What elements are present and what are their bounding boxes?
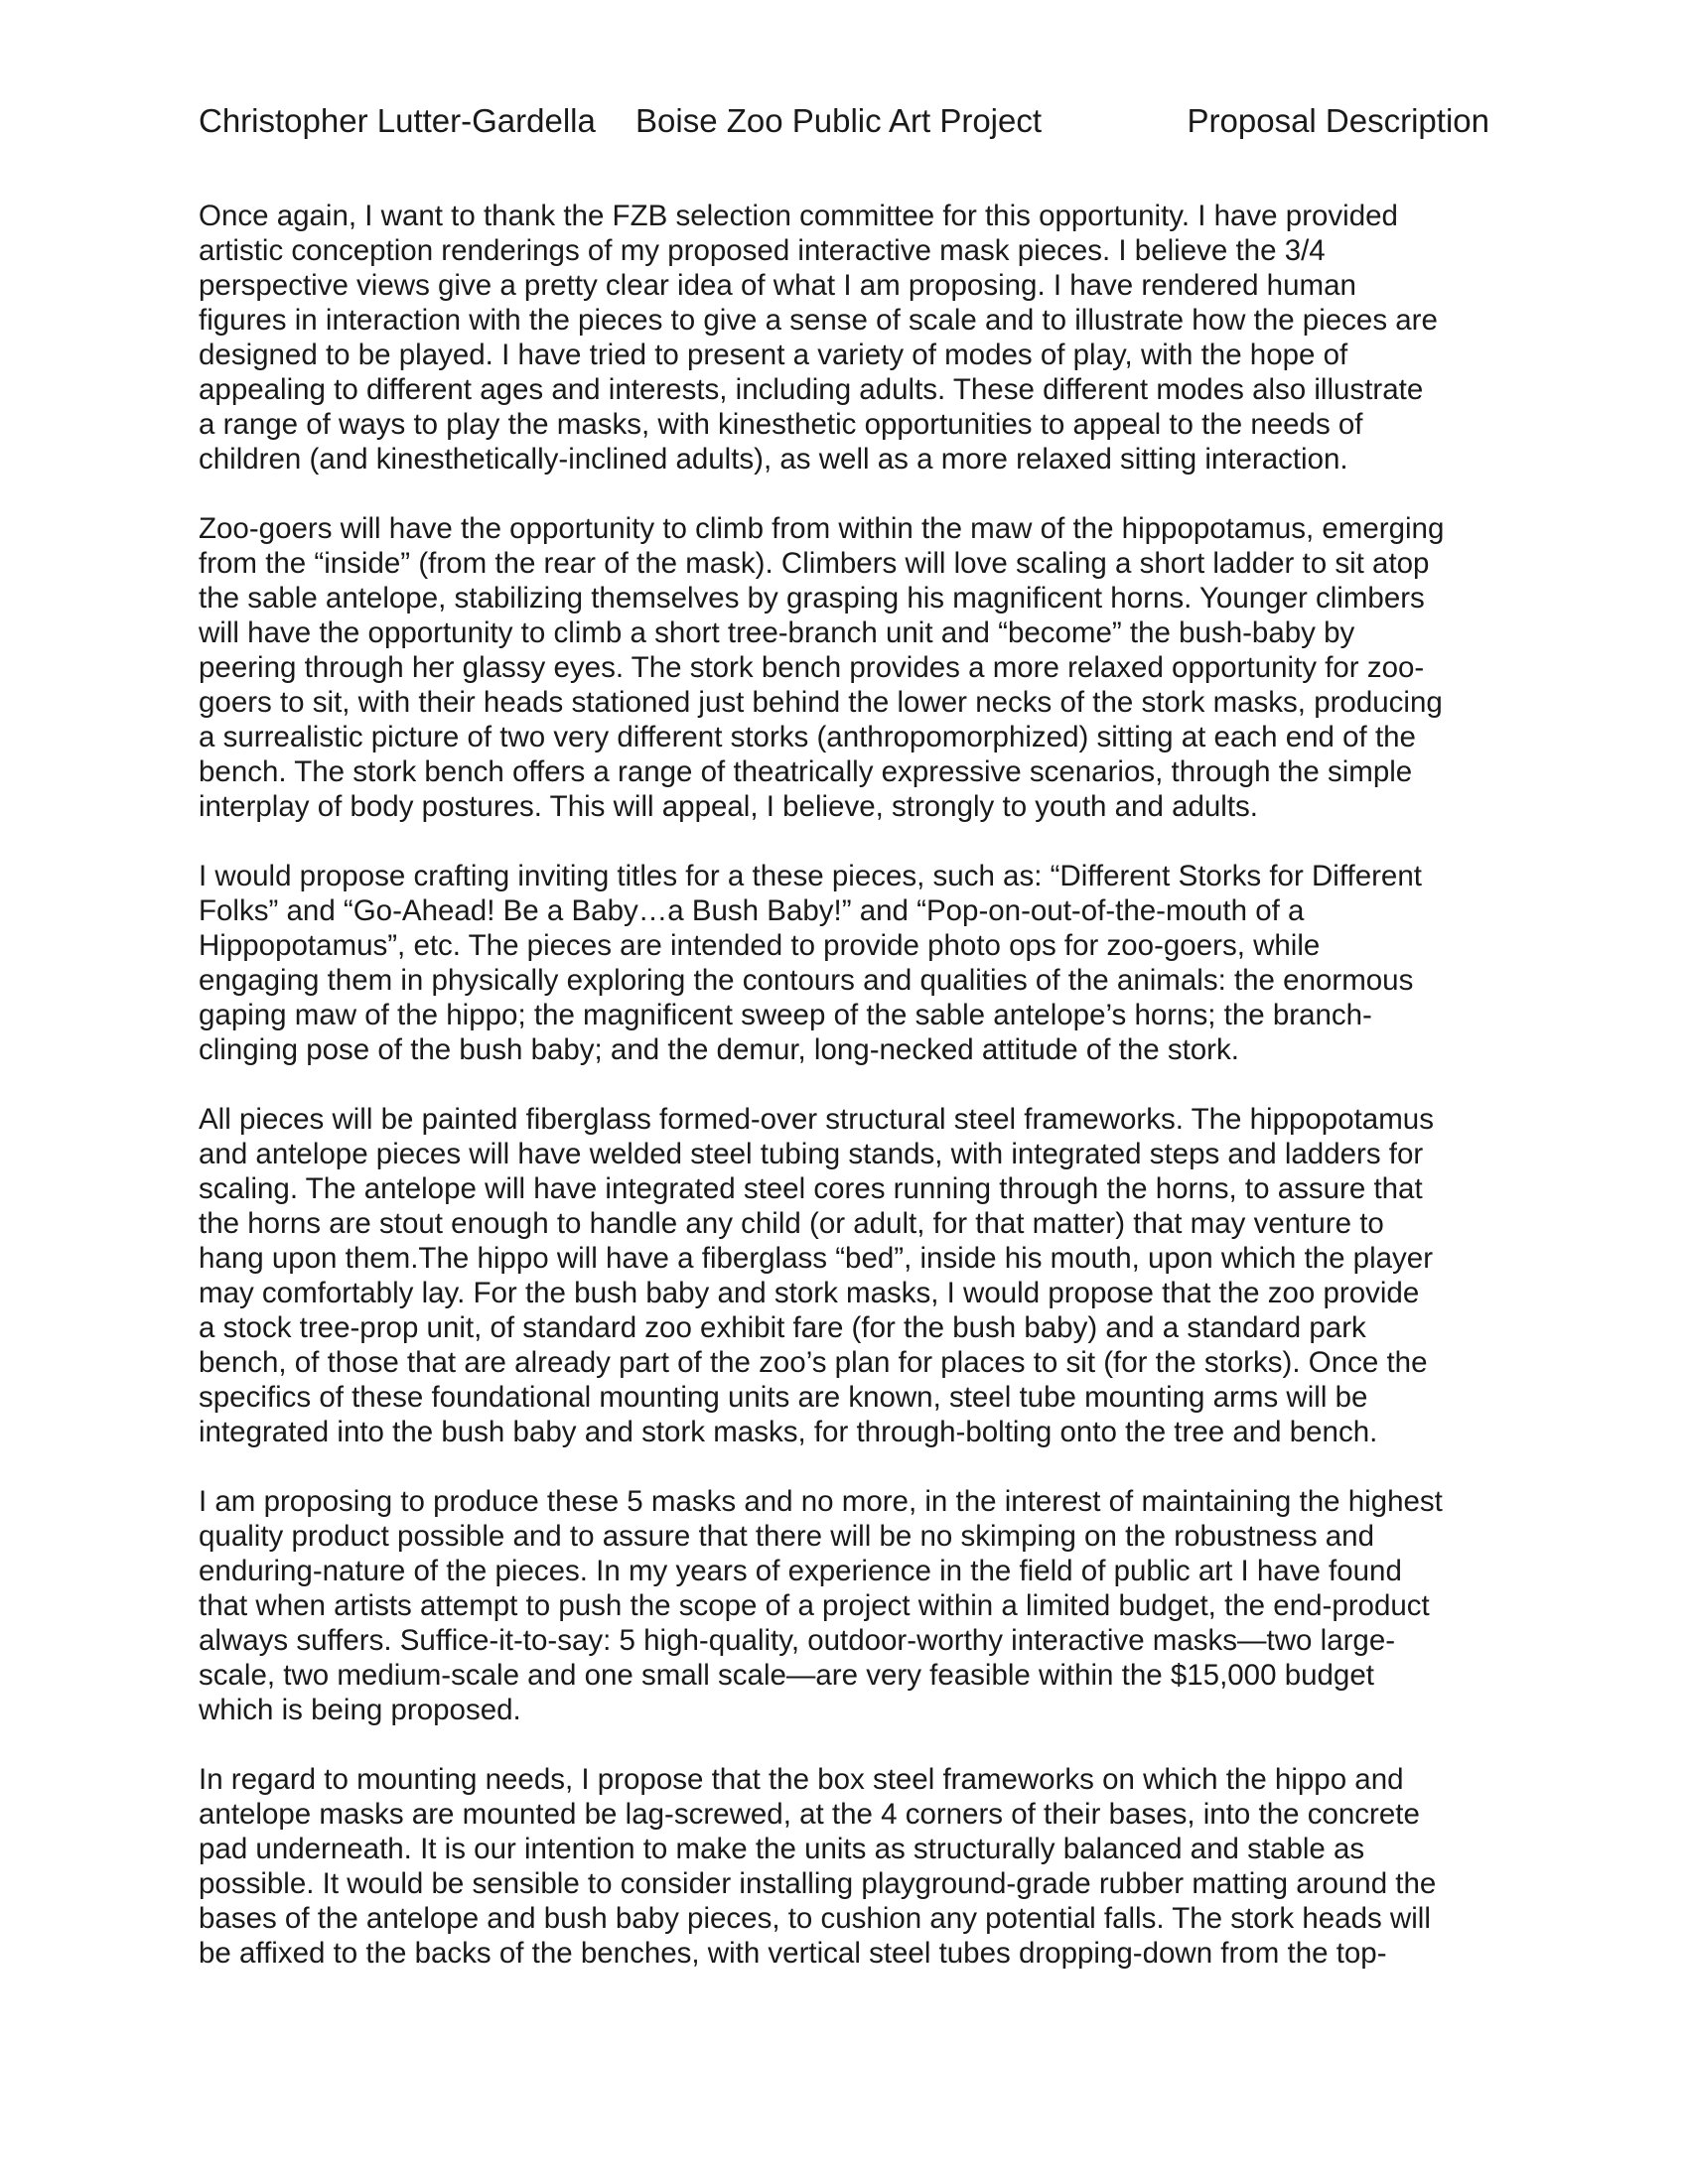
text-line: Hippopotamus”, etc. The pieces are intended to provide photo ops for zoo-goers, while (199, 929, 1321, 962)
text-line: bench, of those that are already part of the zoo’s plan for places to sit (for the storks). Once the (199, 1346, 1428, 1379)
text-line: I would propose crafting inviting titles for a these pieces, such as: “Different Storks for Different (199, 860, 1422, 892)
header-document-type: Proposal Description (1187, 102, 1489, 139)
text-line: antelope masks are mounted be lag-screwed, at the 4 corners of their bases, into the concrete (199, 1798, 1420, 1831)
text-line: scaling. The antelope will have integrated steel cores running through the horns, to assure that (199, 1172, 1423, 1205)
text-line: always suffers. Suffice-it-to-say: 5 high-quality, outdoor-worthy interactive masks—two large- (199, 1624, 1396, 1657)
paragraph (199, 199, 1489, 477)
document-body (199, 199, 1489, 2005)
text-line: enduring-nature of the pieces. In my years of experience in the field of public art I have found (199, 1555, 1402, 1587)
text-line: integrated into the bush baby and stork masks, for through-bolting onto the tree and bench. (199, 1416, 1378, 1448)
text-line: hang upon them.The hippo will have a fiberglass “bed”, inside his mouth, upon which the player (199, 1242, 1434, 1275)
text-line: peering through her glassy eyes. The stork bench provides a more relaxed opportunity for zoo- (199, 651, 1425, 684)
text-line: a surrealistic picture of two very different storks (anthropomorphized) sitting at each end of the (199, 721, 1416, 753)
text-line: bench. The stork bench offers a range of theatrically expressive scenarios, through the simple (199, 755, 1413, 788)
text-line: specifics of these foundational mounting units are known, steel tube mounting arms will be (199, 1381, 1368, 1414)
text-line: from the “inside” (from the rear of the mask). Climbers will love scaling a short ladder to sit atop (199, 547, 1430, 580)
text-line: goers to sit, with their heads stationed just behind the lower necks of the stork masks, producing (199, 686, 1443, 719)
text-line: a stock tree-prop unit, of standard zoo exhibit fare (for the bush baby) and a standard park (199, 1311, 1366, 1344)
text-line: Zoo-goers will have the opportunity to climb from within the maw of the hippopotamus, emerging (199, 512, 1445, 545)
text-line: which is being proposed. (199, 1694, 521, 1726)
paragraph (199, 1102, 1489, 1449)
text-line: engaging them in physically exploring the contours and qualities of the animals: the enormous (199, 964, 1414, 997)
text-line: possible. It would be sensible to consider installing playground-grade rubber matting around the (199, 1867, 1437, 1900)
text-line: Once again, I want to thank the FZB selection committee for this opportunity. I have provided (199, 200, 1398, 232)
text-line: the horns are stout enough to handle any child (or adult, for that matter) that may venture to (199, 1207, 1384, 1240)
text-line: quality product possible and to assure that there will be no skimping on the robustness and (199, 1520, 1374, 1553)
text-line: pad underneath. It is our intention to make the units as structurally balanced and stable as (199, 1833, 1365, 1865)
text-line: will have the opportunity to climb a short tree-branch unit and “become” the bush-baby by (199, 616, 1355, 649)
text-line: artistic conception renderings of my proposed interactive mask pieces. I believe the 3/4 (199, 234, 1326, 267)
text-line: may comfortably lay. For the bush baby and stork masks, I would propose that the zoo provide (199, 1277, 1420, 1309)
text-line: All pieces will be painted fiberglass formed-over structural steel frameworks. The hippopotamus (199, 1103, 1434, 1136)
paragraph (199, 1484, 1489, 1727)
text-line: In regard to mounting needs, I propose that the box steel frameworks on which the hippo and (199, 1763, 1404, 1796)
text-line: and antelope pieces will have welded steel tubing stands, with integrated steps and ladders for (199, 1138, 1424, 1170)
paragraph (199, 859, 1489, 1067)
header-project-title: Boise Zoo Public Art Project (635, 102, 1043, 139)
page-header (199, 99, 1489, 143)
text-line: figures in interaction with the pieces to give a sense of scale and to illustrate how the pieces are (199, 304, 1438, 337)
text-line: that when artists attempt to push the scope of a project within a limited budget, the end-product (199, 1589, 1430, 1622)
text-line: appealing to different ages and interests, including adults. These different modes also illustrate (199, 373, 1424, 406)
paragraph (199, 511, 1489, 824)
paragraph (199, 1762, 1489, 1971)
text-line: perspective views give a pretty clear idea of what I am proposing. I have rendered human (199, 269, 1356, 302)
header-author: Christopher Lutter-Gardella (199, 102, 596, 139)
text-line: bases of the antelope and bush baby pieces, to cushion any potential falls. The stork heads will (199, 1902, 1431, 1935)
text-line: interplay of body postures. This will appeal, I believe, strongly to youth and adults. (199, 790, 1258, 823)
text-line: be affixed to the backs of the benches, with vertical steel tubes dropping-down from the top- (199, 1937, 1387, 1970)
text-line: clinging pose of the bush baby; and the demur, long-necked attitude of the stork. (199, 1033, 1239, 1066)
text-line: gaping maw of the hippo; the magnificent sweep of the sable antelope’s horns; the branch- (199, 999, 1372, 1031)
text-line: the sable antelope, stabilizing themselves by grasping his magnificent horns. Younger climbers (199, 582, 1425, 614)
text-line: a range of ways to play the masks, with kinesthetic opportunities to appeal to the needs of (199, 408, 1363, 441)
text-line: Folks” and “Go-Ahead! Be a Baby…a Bush Baby!” and “Pop-on-out-of-the-mouth of a (199, 894, 1305, 927)
text-line: scale, two medium-scale and one small scale—are very feasible within the $15,000 budget (199, 1659, 1374, 1692)
text-line: children (and kinesthetically-inclined adults), as well as a more relaxed sitting interaction. (199, 443, 1348, 476)
text-line: I am proposing to produce these 5 masks and no more, in the interest of maintaining the highest (199, 1485, 1443, 1518)
text-line: designed to be played. I have tried to present a variety of modes of play, with the hope of (199, 339, 1348, 371)
